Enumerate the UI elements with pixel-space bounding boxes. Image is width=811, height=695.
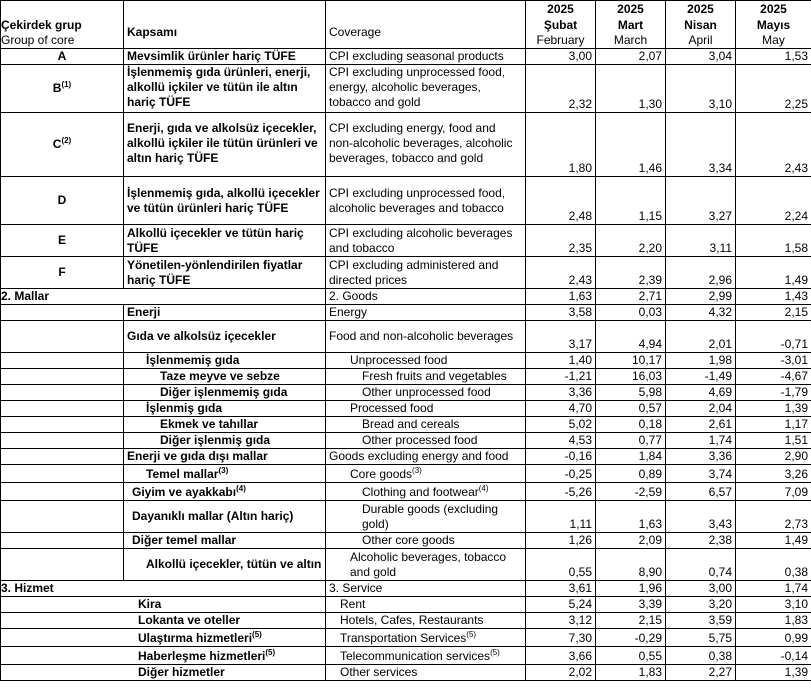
month-en-apr: April (666, 33, 736, 49)
core-code: $C^{(2)}$ (1, 113, 124, 177)
goods-row-processed (1, 401, 811, 417)
value-apr: -1,49 (666, 369, 736, 385)
value-apr: 2,61 (666, 417, 736, 433)
value-may: 0,38 (736, 549, 811, 581)
month-en-mar: March (596, 33, 666, 49)
goods-en: Durable goods (excluding gold) (326, 501, 526, 533)
goods-row-bread (1, 417, 811, 433)
goods-row-other-unprocessed (1, 385, 811, 401)
value-apr: 3,00 (666, 581, 736, 597)
value-apr: 3,20 (666, 597, 736, 613)
value-may: 1,74 (736, 581, 811, 597)
core-en: CPI excluding administered and directed prices (326, 257, 526, 289)
value-may: 1,39 (736, 401, 811, 417)
value-mar: 16,03 (596, 369, 666, 385)
value-apr: 3,34 (666, 113, 736, 177)
value-feb: 2,35 (526, 225, 596, 257)
core-row-d (1, 177, 811, 225)
value-feb: 1,63 (526, 289, 596, 305)
month-tr-apr: Nisan (666, 17, 736, 33)
value-feb: -0,16 (526, 449, 596, 465)
core-row-c (1, 113, 811, 177)
goods-tr: Alkollü içecekler, tütün ve altın (124, 549, 326, 581)
goods-row-total (1, 289, 811, 305)
services-en: Transportation Services$^{(5)}$ (326, 629, 526, 647)
value-may: 1,39 (736, 665, 811, 681)
value-feb: -0,25 (526, 465, 596, 483)
services-en: Rent (326, 597, 526, 613)
header-coverage: Coverage (326, 17, 526, 49)
goods-tr: Giyim ve ayakkabı$^{(4)}$ (124, 483, 326, 501)
value-mar: 2,07 (596, 49, 666, 65)
core-en: CPI excluding unprocessed food, alcoholic beverages and tobacco (326, 177, 526, 225)
value-mar: 2,09 (596, 533, 666, 549)
value-apr: 2,01 (666, 321, 736, 353)
year-apr: 2025 (666, 1, 736, 17)
services-row-total (1, 581, 811, 597)
value-feb: 1,40 (526, 353, 596, 369)
goods-row-alcohol (1, 549, 811, 581)
services-tr: Lokanta ve oteller (1, 613, 326, 629)
value-apr: 3,27 (666, 177, 736, 225)
value-mar: 1,63 (596, 501, 666, 533)
value-may: 1,51 (736, 433, 811, 449)
value-apr: 3,10 (666, 65, 736, 113)
value-may: 2,90 (736, 449, 811, 465)
value-apr: 2,38 (666, 533, 736, 549)
value-apr: 3,04 (666, 49, 736, 65)
value-feb: 5,24 (526, 597, 596, 613)
value-may: -1,79 (736, 385, 811, 401)
goods-en: Fresh fruits and vegetables (326, 369, 526, 385)
services-row-transport (1, 629, 811, 647)
goods-row-non-energy-food (1, 449, 811, 465)
value-apr: 5,75 (666, 629, 736, 647)
value-apr: 3,74 (666, 465, 736, 483)
value-may: 1,17 (736, 417, 811, 433)
value-mar: 0,77 (596, 433, 666, 449)
value-may: 7,09 (736, 483, 811, 501)
goods-en: Alcoholic beverages, tobacco and gold (326, 549, 526, 581)
value-feb: 2,02 (526, 665, 596, 681)
value-may: -0,14 (736, 647, 811, 665)
services-en: 3. Service (326, 581, 526, 597)
core-code: E (1, 225, 124, 257)
goods-row-energy (1, 305, 811, 321)
value-mar: -2,59 (596, 483, 666, 501)
value-apr: 1,74 (666, 433, 736, 449)
value-apr: 3,59 (666, 613, 736, 629)
goods-en: Processed food (326, 401, 526, 417)
header-row-year (1, 1, 811, 17)
value-apr: 0,74 (666, 549, 736, 581)
value-may: -3,01 (736, 353, 811, 369)
services-tr: Haberleşme hizmetleri$^{(5)}$ (1, 647, 326, 665)
month-tr-may: Mayıs (736, 17, 811, 33)
goods-row-durable (1, 501, 811, 533)
value-apr: 4,69 (666, 385, 736, 401)
goods-tr: Taze meyve ve sebze (124, 369, 326, 385)
goods-tr: 2. Mallar (1, 289, 326, 305)
core-en: CPI excluding unprocessed food, energy, alcoholic beverages, tobacco and gold (326, 65, 526, 113)
goods-en: Clothing and footwear$^{(4)}$ (326, 483, 526, 501)
goods-row-other-core (1, 533, 811, 549)
core-tr: Alkollü içecekler ve tütün hariç TÜFE (124, 225, 326, 257)
value-mar: 2,71 (596, 289, 666, 305)
core-code: A (1, 49, 124, 65)
value-may: 1,53 (736, 49, 811, 65)
value-mar: 1,96 (596, 581, 666, 597)
goods-tr: Temel mallar$^{(3)}$ (124, 465, 326, 483)
month-en-feb: February (526, 33, 596, 49)
value-apr: 3,36 (666, 449, 736, 465)
goods-tr: Enerji ve gıda dışı mallar (124, 449, 326, 465)
value-apr: 2,99 (666, 289, 736, 305)
value-mar: 8,90 (596, 549, 666, 581)
value-may: 1,49 (736, 257, 811, 289)
value-may: 2,15 (736, 305, 811, 321)
value-feb: 2,32 (526, 65, 596, 113)
core-row-b (1, 65, 811, 113)
goods-row-clothing (1, 483, 811, 501)
goods-tr: Enerji (124, 305, 326, 321)
value-may: 3,10 (736, 597, 811, 613)
value-mar: 1,83 (596, 665, 666, 681)
value-apr: 0,38 (666, 647, 736, 665)
goods-en: Goods excluding energy and food (326, 449, 526, 465)
value-mar: 0,89 (596, 465, 666, 483)
core-tr: İşlenmemiş gıda ürünleri, enerji, alkollü içkiler ve tütün ile altın hariç TÜFE (124, 65, 326, 113)
value-may: 2,43 (736, 113, 811, 177)
value-feb: 3,12 (526, 613, 596, 629)
core-tr: İşlenmemiş gıda, alkollü içecekler ve tütün ürünleri hariç TÜFE (124, 177, 326, 225)
value-apr: 4,32 (666, 305, 736, 321)
value-feb: 5,02 (526, 417, 596, 433)
goods-en: 2. Goods (326, 289, 526, 305)
value-feb: 1,26 (526, 533, 596, 549)
value-apr: 3,11 (666, 225, 736, 257)
goods-tr: Gıda ve alkolsüz içecekler (124, 321, 326, 353)
value-may: 2,24 (736, 177, 811, 225)
core-tr: Enerji, gıda ve alkolsüz içecekler, alkollü içkiler ile tütün ürünleri ve altın hariç TÜFE (124, 113, 326, 177)
value-apr: 2,04 (666, 401, 736, 417)
value-mar: 10,17 (596, 353, 666, 369)
core-code: $B^{(1)}$ (1, 65, 124, 113)
services-tr: Ulaştırma hizmetleri$^{(5)}$ (1, 629, 326, 647)
value-mar: 4,94 (596, 321, 666, 353)
core-tr: Yönetilen-yönlendirilen fiyatlar hariç TÜFE (124, 257, 326, 289)
year-feb: 2025 (526, 1, 596, 17)
value-feb: 2,43 (526, 257, 596, 289)
value-may: 0,99 (736, 629, 811, 647)
goods-row-fresh (1, 369, 811, 385)
core-row-f (1, 257, 811, 289)
goods-row-other-processed (1, 433, 811, 449)
goods-tr: İşlenmiş gıda (124, 401, 326, 417)
goods-en: Food and non-alcoholic beverages (326, 321, 526, 353)
value-mar: 1,15 (596, 177, 666, 225)
goods-tr: Diğer işlenmiş gıda (124, 433, 326, 449)
header-group-tr: Çekirdek grup (1, 17, 124, 33)
value-feb: 3,61 (526, 581, 596, 597)
value-may: -0,71 (736, 321, 811, 353)
value-mar: 2,15 (596, 613, 666, 629)
value-feb: 3,58 (526, 305, 596, 321)
year-may: 2025 (736, 1, 811, 17)
value-feb: 3,36 (526, 385, 596, 401)
value-may: 1,83 (736, 613, 811, 629)
value-mar: 2,39 (596, 257, 666, 289)
value-feb: 4,53 (526, 433, 596, 449)
header-group-en: Group of core (1, 33, 124, 49)
value-mar: 2,20 (596, 225, 666, 257)
value-may: 1,58 (736, 225, 811, 257)
goods-row-core-goods (1, 465, 811, 483)
goods-tr: Dayanıklı mallar (Altın hariç) (124, 501, 326, 533)
services-row-telecom (1, 647, 811, 665)
core-row-e (1, 225, 811, 257)
value-feb: 1,11 (526, 501, 596, 533)
value-feb: 3,00 (526, 49, 596, 65)
core-en: CPI excluding alcoholic beverages and tobacco (326, 225, 526, 257)
goods-row-unprocessed (1, 353, 811, 369)
value-may: 1,49 (736, 533, 811, 549)
goods-en: Bread and cereals (326, 417, 526, 433)
value-mar: 1,30 (596, 65, 666, 113)
value-may: 3,26 (736, 465, 811, 483)
core-en: CPI excluding energy, food and non-alcoholic beverages, alcoholic beverages, tobacco and gold (326, 113, 526, 177)
value-mar: -0,29 (596, 629, 666, 647)
value-mar: 0,55 (596, 647, 666, 665)
goods-tr: Ekmek ve tahıllar (124, 417, 326, 433)
value-feb: 0,55 (526, 549, 596, 581)
services-row-hotels (1, 613, 811, 629)
goods-row-food (1, 321, 811, 353)
goods-en: Unprocessed food (326, 353, 526, 369)
value-mar: 1,46 (596, 113, 666, 177)
goods-tr: İşlenmemiş gıda (124, 353, 326, 369)
core-en: CPI excluding seasonal products (326, 49, 526, 65)
services-en: Hotels, Cafes, Restaurants (326, 613, 526, 629)
month-tr-feb: Şubat (526, 17, 596, 33)
value-feb: -1,21 (526, 369, 596, 385)
value-feb: 3,17 (526, 321, 596, 353)
value-apr: 2,96 (666, 257, 736, 289)
value-apr: 3,43 (666, 501, 736, 533)
month-tr-mar: Mart (596, 17, 666, 33)
year-mar: 2025 (596, 1, 666, 17)
value-feb: 3,66 (526, 647, 596, 665)
services-row-other (1, 665, 811, 681)
value-feb: 2,48 (526, 177, 596, 225)
core-tr: Mevsimlik ürünler hariç TÜFE (124, 49, 326, 65)
value-mar: 0,18 (596, 417, 666, 433)
services-tr: Kira (1, 597, 326, 613)
goods-en: Energy (326, 305, 526, 321)
goods-tr: Diğer işlenmemiş gıda (124, 385, 326, 401)
value-mar: 1,84 (596, 449, 666, 465)
core-code: F (1, 257, 124, 289)
value-may: -4,67 (736, 369, 811, 385)
value-mar: 0,03 (596, 305, 666, 321)
month-en-may: May (736, 33, 811, 49)
goods-en: Other unprocessed food (326, 385, 526, 401)
value-feb: 7,30 (526, 629, 596, 647)
value-feb: -5,26 (526, 483, 596, 501)
header-kapsam: Kapsamı (124, 17, 326, 49)
core-row-a (1, 49, 811, 65)
services-en: Telecommunication services$^{(5)}$ (326, 647, 526, 665)
value-may: 2,25 (736, 65, 811, 113)
services-row-rent (1, 597, 811, 613)
value-apr: 6,57 (666, 483, 736, 501)
services-tr: Diğer hizmetler (1, 665, 326, 681)
value-mar: 3,39 (596, 597, 666, 613)
goods-tr: Diğer temel mallar (124, 533, 326, 549)
value-feb: 1,80 (526, 113, 596, 177)
services-en: Other services (326, 665, 526, 681)
value-mar: 5,98 (596, 385, 666, 401)
value-may: 2,73 (736, 501, 811, 533)
core-code: D (1, 177, 124, 225)
value-feb: 4,70 (526, 401, 596, 417)
goods-en: Other core goods (326, 533, 526, 549)
goods-en: Core goods$^{(3)}$ (326, 465, 526, 483)
header-row-month-tr (1, 17, 811, 33)
value-may: 1,43 (736, 289, 811, 305)
value-apr: 2,27 (666, 665, 736, 681)
value-apr: 1,98 (666, 353, 736, 369)
goods-en: Other processed food (326, 433, 526, 449)
value-mar: 0,57 (596, 401, 666, 417)
services-tr: 3. Hizmet (1, 581, 326, 597)
